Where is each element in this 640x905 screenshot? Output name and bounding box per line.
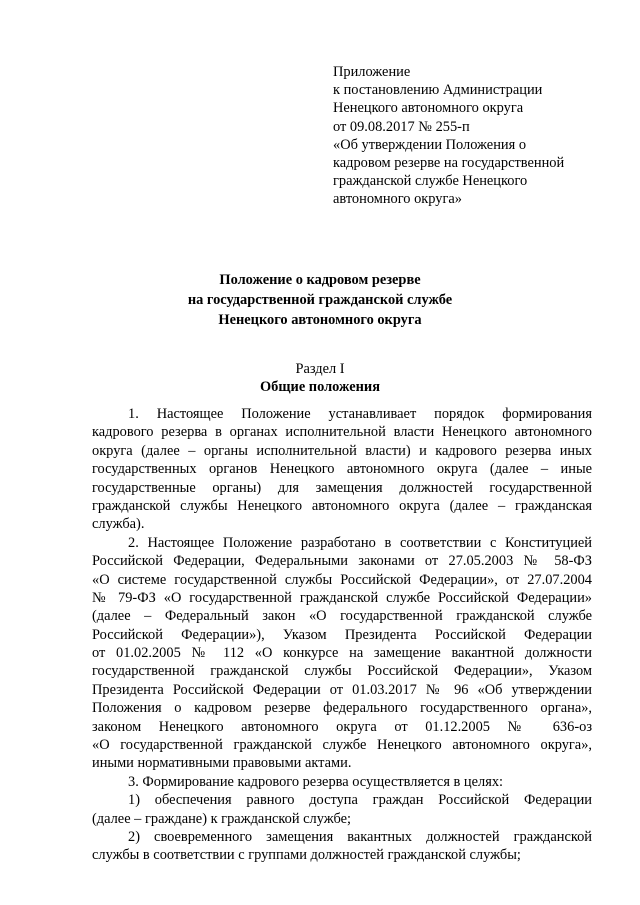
section-number: Раздел I <box>295 361 345 377</box>
text-line: службы в соответствии с группами должностей гражданской службы; <box>92 847 521 864</box>
title-line: Ненецкого автономного округа <box>218 312 422 328</box>
text-line: (далее – Федеральный закон «О государственной гражданской службе <box>92 608 592 625</box>
list-item-1 <box>92 791 592 828</box>
text-line: Российской Федерации, Федеральными законами от 27.05.2003 № 58-ФЗ <box>92 553 592 570</box>
document-title <box>0 270 640 330</box>
appendix-line: Ненецкого автономного округа <box>333 100 524 117</box>
text-line: «О государственной гражданской службе Ненецкого автономного округа», <box>92 737 592 754</box>
paragraph-3 <box>92 773 592 791</box>
paragraph-1 <box>92 405 592 534</box>
text-line: гражданской службы Ненецкого автономного округа (далее – гражданская <box>92 497 592 514</box>
text-line: (далее – граждане) к гражданской службе; <box>92 810 352 827</box>
appendix-header <box>333 63 623 209</box>
appendix-line: Приложение <box>333 64 411 80</box>
text-line: 1. Настоящее Положение устанавливает порядок формирования <box>128 406 592 422</box>
text-line: Президента Российской Федерации от 01.03.2017 № 96 «Об утверждении <box>92 681 592 698</box>
appendix-line: к постановлению Администрации <box>333 82 543 99</box>
text-line: государственных органов Ненецкого автономного округа (далее – иные <box>92 461 592 478</box>
text-line: 3. Формирование кадрового резерва осуществляется в целях: <box>128 773 504 790</box>
text-line: иными нормативными правовыми актами. <box>92 755 352 772</box>
text-line: «О системе государственной службы Российской Федерации», от 27.07.2004 <box>92 571 592 588</box>
appendix-line: «Об утверждении Положения о <box>333 136 527 153</box>
appendix-line: от 09.08.2017 № 255-п <box>333 118 470 135</box>
text-line: служба). <box>92 516 145 533</box>
document-body <box>92 405 592 865</box>
text-line: округа (далее – органы исполнительной власти) и кадрового резерва иных <box>92 442 592 459</box>
text-line: Российской Федерации»), Указом Президента Российской Федерации <box>92 626 592 643</box>
appendix-line: кадровом резерве на государственной <box>333 155 565 172</box>
text-line: государственной гражданской службы Российской Федерации», Указом <box>92 663 592 680</box>
appendix-line: автономного округа» <box>333 191 462 208</box>
section-heading <box>0 360 640 396</box>
title-line: на государственной гражданской службе <box>187 292 453 308</box>
text-line: 1) обеспечения равного доступа граждан Российской Федерации <box>128 792 592 809</box>
text-line: государственные органы) для замещения должностей государственной <box>92 479 592 496</box>
appendix-line: гражданской службе Ненецкого <box>333 173 528 190</box>
text-line: кадрового резерва в органах исполнительной власти Ненецкого автономного <box>92 424 592 441</box>
paragraph-2 <box>92 534 592 773</box>
section-name: Общие положения <box>259 379 381 395</box>
text-line: № 79-ФЗ «О государственной гражданской службе Российской Федерации» <box>92 589 592 606</box>
text-line: Положения о кадровом резерве федерального государственного органа», <box>92 700 592 717</box>
text-line: 2) своевременного замещения вакантных должностей гражданской <box>128 828 592 845</box>
text-line: законом Ненецкого автономного округа от 01.12.2005 № 636-оз <box>92 718 592 735</box>
text-line: от 01.02.2005 № 112 «О конкурсе на замещение вакантной должности <box>92 645 592 662</box>
title-line: Положение о кадровом резерве <box>219 272 421 288</box>
list-item-2 <box>92 828 592 865</box>
text-line: 2. Настоящее Положение разработано в соответствии с Конституцией <box>128 534 592 551</box>
